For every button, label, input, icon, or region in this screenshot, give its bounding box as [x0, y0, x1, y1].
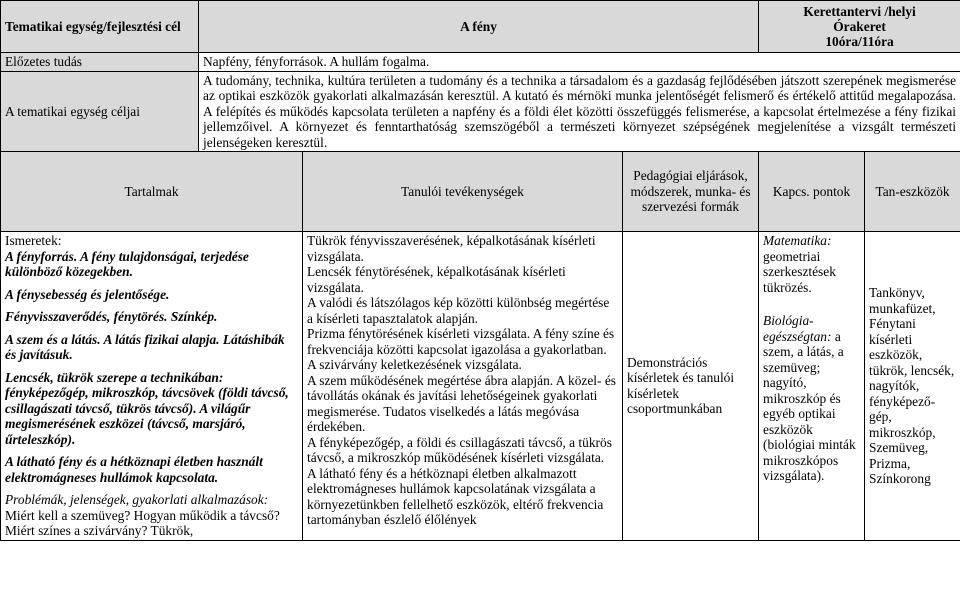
links-cell	[759, 232, 865, 541]
goals-row	[1, 71, 960, 152]
unit-label: Tematikai egység/fejlesztési cél	[1, 1, 199, 53]
hours-box	[759, 1, 960, 53]
activities-cell	[303, 232, 623, 541]
content-item: Fényvisszaverődés, fénytörés. Színkép.	[5, 309, 218, 324]
topic-title: A fény	[199, 1, 759, 53]
bio-link	[763, 313, 860, 484]
activity-item: A valódi és látszólagos kép közötti különbség megértése a kísérleti tapasztalatok alapján.	[307, 295, 610, 326]
prior-knowledge-row	[1, 53, 960, 72]
activities-header: Tanulói tevékenységek	[303, 152, 623, 232]
content-item: A fényforrás. A fény tulajdonságai, terjedése különböző közegekben.	[5, 248, 249, 279]
activity-item: Prizma fénytörésének kísérleti vizsgálata. A fény színe és frekvenciája közötti kapcsolat igazolása a gyakorlatban.	[307, 326, 615, 357]
activity-item: A látható fény és a hétköznapi életben alkalmazott elektromágneses hullámok kapcsolatának vizsgálata a környezetünkben fellelhető eszközök, eltérő frekvencia tartományban észlelő élőlények	[307, 465, 604, 527]
content-item: A fénysebesség és jelentősége.	[5, 286, 170, 302]
knowledge-label: Ismeretek:	[5, 233, 62, 248]
content-item: Lencsék, tükrök szerepe a technikában: fényképezőgép, mikroszkóp, távcsövek (földi távcső, csillagászati távcső, tükrös távcső). A világűr megismerésének eszközei (távcső, marsjáró, űrteleszkóp).	[5, 369, 289, 447]
methods-header: Pedagógiai eljárások, módszerek, munka- és szervezési formák	[623, 152, 759, 232]
hours-line-3: 10óra/11óra	[825, 34, 894, 49]
problems-text: Miért kell a szemüveg? Hogyan működik a távcső? Miért színes a szivárvány? Tükrök,	[5, 507, 280, 538]
activity-item: A szem működésének megértése ábra alapján. A közel- és távollátás okának és javítási lehetőségeinek gyakorlati megismerése. Tudatos viselkedés a látás megóvása érdekében.	[307, 372, 616, 434]
hours-line-1: Kerettantervi /helyi	[803, 4, 916, 19]
math-label: Matematika:	[763, 233, 832, 248]
methods-text: Demonstrációs kísérletek és tanulói kísérletek csoportmunkában	[627, 354, 735, 417]
goals-label: A tematikai egység céljai	[1, 71, 199, 152]
column-header-row	[1, 152, 960, 232]
tools-header: Tan-eszközök	[865, 152, 960, 232]
methods-cell	[623, 232, 759, 541]
content-item: A szem és a látás. A látás fizikai alapja. Látáshibák és javításuk.	[5, 331, 285, 362]
activity-item: Lencsék fénytörésének, képalkotásának kísérleti vizsgálata.	[307, 264, 566, 295]
bio-label: Biológia-egészségtan:	[763, 313, 832, 344]
prior-knowledge-text: Napfény, fényforrások. A hullám fogalma.	[199, 53, 960, 72]
prior-knowledge-label: Előzetes tudás	[1, 53, 199, 72]
activity-item: Tükrök fényvisszaverésének, képalkotásának kísérleti vizsgálata.	[307, 233, 596, 264]
problems-label: Problémák, jelenségek, gyakorlati alkalmazások:	[5, 492, 269, 507]
activity-item: A szivárvány keletkezésének vizsgálata.	[307, 357, 522, 372]
tools-text: Tankönyv, munkafüzet, Fénytani kísérleti eszközök, tükrök, lencsék, nagyítók, fényképező-gép, mikroszkóp, Szemüveg, Prizma, Színkorong	[869, 285, 955, 486]
content-row	[1, 232, 960, 541]
goals-text: A tudomány, technika, kultúra területen a tudomány és a technika a társadalom és a gazdaság fejlődésében játszott szerepének megismerése az optikai eszközök gyakorlati alkalmazásán keresztül. A kutató és mérnöki munka jelentőségét felismerő és értékelő attitűd megalapozása. A felépítés és működés kapcsolata területen a napfény és a földi élet közötti összefüggés felismerése, a kapcsolat értelmezése a fény fizikai jellemzőivel. A környezet és fenntarthatóság szemszögéből a természeti környezet szépségének megjelenítése a vizsgált természeti jelenségeken keresztül.	[199, 71, 960, 152]
tools-cell	[865, 232, 960, 541]
header-row	[1, 1, 960, 53]
bio-text: a szem, a látás, a szemüveg; nagyító, mikroszkóp és egyéb optikai eszközök (biológiai minták mikroszkópos vizsgálata).	[763, 328, 856, 483]
content-cell	[1, 232, 303, 541]
hours-line-2: Órakeret	[833, 19, 886, 34]
math-text: geometriai szerkesztések tükrözés.	[763, 248, 836, 295]
content-item: A látható fény és a hétköznapi életben használt elektromágneses hullámok kapcsolata.	[5, 454, 263, 485]
links-header: Kapcs. pontok	[759, 152, 865, 232]
activity-item: A fényképezőgép, a földi és csillagászati távcső, a tükrös távcső, a mikroszkóp működésének kísérleti vizsgálata.	[307, 434, 612, 465]
content-header: Tartalmak	[1, 152, 303, 232]
